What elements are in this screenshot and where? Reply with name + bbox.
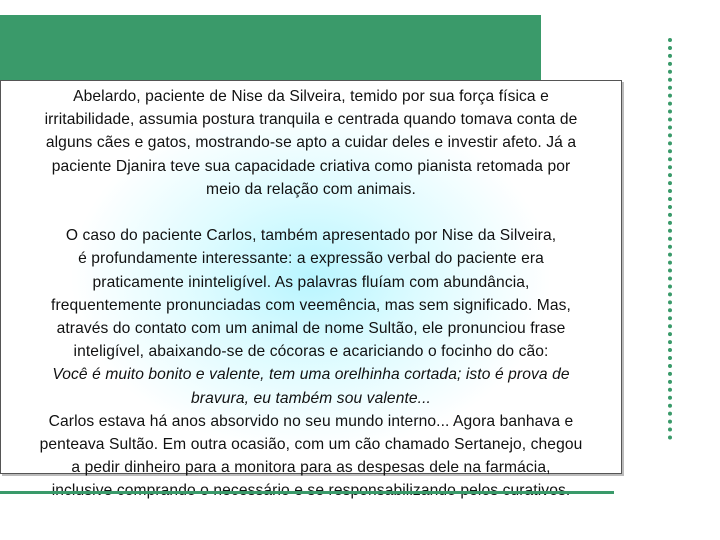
text-line: através do contato com um animal de nome Sultão, ele pronunciou frase — [56, 320, 566, 338]
paragraph-abelardo — [7, 85, 615, 201]
text-line: paciente Djanira teve sua capacidade criativa como pianista retomada por — [51, 157, 571, 175]
text-line: penteava Sultão. Em outra ocasião, com um cão chamado Sertanejo, chegou — [39, 436, 583, 454]
text-line: Abelardo, paciente de Nise da Silveira, temido por sua força física e — [73, 88, 549, 105]
vertical-dotted-rule — [668, 38, 672, 440]
text-line: frequentemente pronunciadas com veemência, mas sem significado. Mas, — [51, 296, 571, 314]
text-line: praticamente ininteligível. As palavras fluíam com abundância, — [92, 273, 530, 291]
quote-carlos — [7, 363, 615, 409]
text-line: alguns cães e gatos, mostrando-se apto a cuidar deles e investir afeto. Já a — [45, 134, 577, 152]
text-line: inteligível, abaixando-se de cócoras e acariciando o focinho do cão: — [73, 343, 549, 361]
quote-line: bravura, eu também sou valente... — [191, 389, 431, 407]
text-line: meio da relação com animais. — [206, 180, 416, 198]
text-line: Carlos estava há anos absorvido no seu mundo interno... Agora banhava e — [48, 412, 574, 430]
paragraph-carlos — [7, 224, 615, 363]
footer-green-line — [0, 491, 614, 494]
text-line: irritabilidade, assumia postura tranquila e centrada quando tomava conta de — [44, 111, 578, 129]
paragraph-sultao — [7, 410, 615, 503]
text-line: a pedir dinheiro para a monitora para as despesas dele na farmácia, — [71, 459, 551, 477]
header-green-block — [0, 15, 541, 81]
text-line: é profundamente interessante: a expressão verbal do paciente era — [78, 250, 544, 268]
quote-line: Você é muito bonito e valente, tem uma orelhinha cortada; isto é prova de — [52, 366, 570, 384]
text-box — [0, 80, 622, 477]
paragraph-gap — [7, 201, 615, 224]
text-line: O caso do paciente Carlos, também apresentado por Nise da Silveira, — [65, 227, 557, 245]
